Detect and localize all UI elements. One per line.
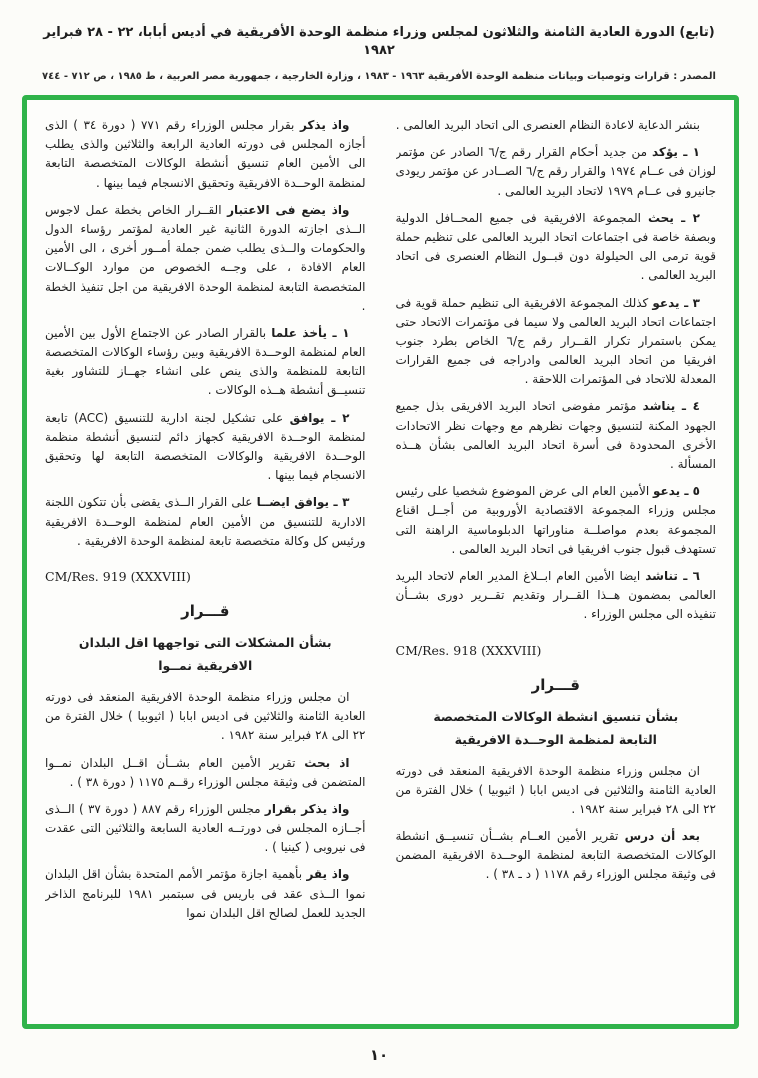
paragraph-lead: ١ ـ يؤكد: [652, 145, 700, 160]
green-border-frame: [22, 95, 739, 1029]
paragraph-lead: ٢ ـ يوافق: [289, 410, 350, 425]
paragraph: [396, 294, 717, 390]
paragraph: [396, 397, 717, 474]
paragraph: [45, 201, 366, 316]
paragraph-text: مجلس الوزراء رقم ٨٨٧ ( دورة ٣٧ ) الــذى أجــازه المجلس فى دورتــه العادية السابعة والثلاثين التى عقدت فى نيروبى ( كينيا ) .: [45, 801, 366, 855]
paragraph: [396, 143, 717, 201]
paragraph-text: بنشر الدعاية لاعادة النظام العنصرى الى اتحاد البريد العالمى .: [395, 118, 700, 132]
paragraph: [396, 827, 717, 885]
page-header: [0, 0, 758, 82]
paragraph: [45, 800, 366, 858]
header-title: (تابع) الدورة العادية الثامنة والثلاثون لمجلس وزراء منظمة الوحدة الأفريقية في أديس أبابا، ٢٢ - ٢٨ فبراير ١٩٨٢: [43, 25, 715, 59]
paragraph-text: الأمين العام الى عرض الموضوع شخصيا على رئيس مجلس وزراء المجموعة الاقتصادية الأوروبية من أجــل اقناع المجموعة بعدم مواصلــة مناوراتها الدبلوماسية الراهنة التى تستهدف قبول جنوب افريقيا فى اتحاد البريد العالمى .: [395, 484, 716, 556]
paragraph: [45, 754, 366, 792]
paragraph-text: تقرير الأمين العــام بشــأن تنسيــق انشطة الوكالات المتخصصة التابعة لمنظمة الوحــدة الافريقية المضمن فى وثيقة مجلس الوزراء رقم ١١٧٨ ( د ـ ٣٨ ) .: [395, 829, 716, 882]
right-column: [396, 116, 717, 1008]
text-columns: [45, 116, 716, 1008]
paragraph-lead: ٢ ـ يحث: [647, 210, 700, 225]
paragraph: [45, 324, 366, 401]
paragraph-text: على القرار الــذى يقضى بأن تتكون اللجنة الادارية للتنسيق من الأمين العام لمنظمة الوحــدة الافريقية ورئيس كل وكالة متخصصة تابعة لمنظمة الوحدة الافريقية .: [45, 495, 366, 548]
resolution-number: CM/Res. 918 (XXXVIII): [395, 642, 542, 658]
paragraph: [45, 116, 366, 193]
paragraph: [45, 493, 366, 551]
paragraph: [45, 865, 366, 923]
paragraph: [396, 209, 717, 286]
resolution-number: CM/Res. 919 (XXXVIII): [45, 568, 191, 584]
paragraph-text: مؤتمر مفوضى اتحاد البريد الافريقى بذل جميع الجهود المكنة لتنسيق وجهات نظرهم مع وجهات نظر الاتحادات الأخرى المحدودة فى أسرة اتحاد البريد العالمى بشأن هــذه المسألة .: [395, 399, 716, 471]
page-number: ١٠: [369, 1046, 389, 1064]
paragraph-lead: ٣ ـ يوافق ايضــا: [256, 495, 350, 510]
paragraph-lead: ٦ ـ تناشد: [645, 568, 700, 583]
paragraph: [396, 482, 717, 559]
paragraph-lead: واذ يضع فى الاعتبار: [227, 202, 350, 217]
resolution-subject-line: التابعة لمنظمة الوحــدة الافريقية: [454, 731, 657, 747]
paragraph: [45, 688, 366, 746]
resolution-title: قـــرار: [531, 675, 580, 694]
paragraph: [45, 409, 366, 486]
paragraph: [396, 116, 717, 135]
header-source: المصدر : قرارات وتوصيات وبيانات منظمة الوحدة الأفريقية ١٩٦٣ - ١٩٨٣ ، وزارة الخارجية ، جمهورية مصر العربية ، ط ١٩٨٥ ، ص ٧١٢ - ٧٤٤: [42, 71, 716, 83]
paragraph-lead: ٥ ـ يدعو: [653, 484, 700, 499]
paragraph-lead: اذ بحث: [304, 755, 350, 770]
paragraph-lead: واذ يذكر: [299, 118, 350, 132]
paragraph-text: ان مجلس وزراء منظمة الوحدة الافريقية المنعقد فى دورته العادية الثامنة والثلاثين فى اديس ابابا ( اثيوبيا ) خلال الفترة من ٢٢ الى ٢٨ فبراير سنة ١٩٨٢ .: [395, 763, 716, 816]
resolution-title: قـــرار: [181, 601, 230, 620]
resolution-subject-line: بشأن المشكلات التى تواجهها اقل البلدان: [78, 634, 332, 650]
left-column: [45, 116, 366, 1008]
paragraph-text: تقرير الأمين العام بشــأن اقــل البلدان نمــوا المتضمن فى وثيقة مجلس الوزراء رقــم ١١٧٥ ( دورة ٣٨ ) .: [45, 755, 366, 789]
resolution-subject-line: بشأن تنسيق انشطة الوكالات المتخصصة: [433, 708, 679, 724]
paragraph-lead: ٤ ـ يناشد: [642, 399, 700, 414]
paragraph-text: المجموعة الافريقية فى جميع المحــافل الدولية وبصفة خاصة فى اجتماعات اتحاد البريد العالمى على تنظيم حملة قوية ترمى الى الحيلولة دون قبــول النظام العنصرى فى اتحاد البريد العالمى .: [395, 210, 716, 283]
paragraph-text: بالقرار الصادر عن الاجتماع الأول بين الأمين العام لمنظمة الوحــدة الافريقية وبين رؤساء الوكالات المتخصصة التابعة للمنظمة والذى ينص على انشاء جهــاز للتشاور بغية تنسيــق أنشطة هــذه الوكالات .: [45, 325, 366, 398]
paragraph-text: بقرار مجلس الوزراء رقم ٧٧١ ( دورة ٣٤ ) الذى أجازه المجلس فى دورته العادية الرابعة والثلاثين والذى يطلب الى الأمين العام تنسيق أنشطة الوكالات المتخصصة التابعة لمنظمة الوحــدة الافريقية وتحقيق الانسجام فيما بينها .: [45, 118, 366, 190]
paragraph-lead: واذ يذكر بقرار: [264, 801, 350, 816]
paragraph-lead: واذ يقر: [306, 867, 350, 882]
paragraph-text: من جديد أحكام القرار رقم ج/٦ الصادر عن مؤتمر لوزان فى عــام ١٩٧٤ والقرار رقم ج/٦ الصــادر عن مؤتمر ريودى جانيرو فى عــام ١٩٧٩ لاتحاد البريد العالمى .: [395, 145, 716, 198]
paragraph: [396, 762, 717, 820]
paragraph-text: ان مجلس وزراء منظمة الوحدة الافريقية المنعقد فى دورته العادية الثامنة والثلاثين فى اديس ابابا ( اثيوبيا ) خلال الفترة من ٢٢ الى ٢٨ فبراير سنة ١٩٨٢ .: [45, 689, 366, 743]
paragraph-text: على تشكيل لجنة ادارية للتنسيق (ACC) تابعة لمنظمة الوحــدة الافريقية كجهاز دائم لتنسيق أنشطة منظمة الوحــدة الافريقية والوكالات المتخصصة التابعة لها وتحقيق الانسجام فيما بينها .: [45, 410, 366, 483]
paragraph-lead: ١ ـ يأخذ علما: [271, 325, 350, 340]
paragraph-text: كذلك المجموعة الافريقية الى تنظيم حملة قوية فى اجتماعات اتحاد البريد العالمى ولا سيما فى مؤتمرات الاتحاد حتى يمكن باستمرار تكرار القــرار رقم ج/٦ الخاص بطرد جنوب افريقيا من اتحاد البريد العالمى وادراجه فى جميع القرارات المعدلة للاتحاد فى المؤتمرات اللاحقة .: [395, 295, 716, 387]
paragraph-text: بأهمية اجازة مؤتمر الأمم المتحدة بشأن اقل البلدان نموا الــذى عقد فى باريس فى سبتمبر ١٩٨١ للبرنامج الذاخر الجديد للعمل لصالح اقل البلدان نموا: [45, 867, 366, 920]
paragraph-text: ايضا الأمين العام ابــلاغ المدير العام لاتحاد البريد العالمى بمضمون هــذا القــرار وتقديم تقــرير دورى بشــأن تنفيذه الى مجلس الوزراء .: [395, 568, 716, 622]
paragraph-text: القــرار الخاص بخطة عمل لاجوس الــذى اجازته الدورة الثانية غير العادية لمؤتمر رؤساء الدول والحكومات والــذى يطلب ضمن جملة أمــور أخرى ، الى الأمين العام الافادة ، على وجــه الخصوص من موارد الوكــالات المتخصصة التابعة لمنظمة الوحدة الافريقية من اجل تنفيذ الخطة .: [45, 202, 366, 313]
paragraph-lead: بعد أن درس: [624, 829, 700, 844]
paragraph-lead: ٣ ـ يدعو: [652, 295, 700, 310]
paragraph: [396, 567, 717, 625]
resolution-subject-line: الافريقية نمــوا: [158, 657, 253, 673]
